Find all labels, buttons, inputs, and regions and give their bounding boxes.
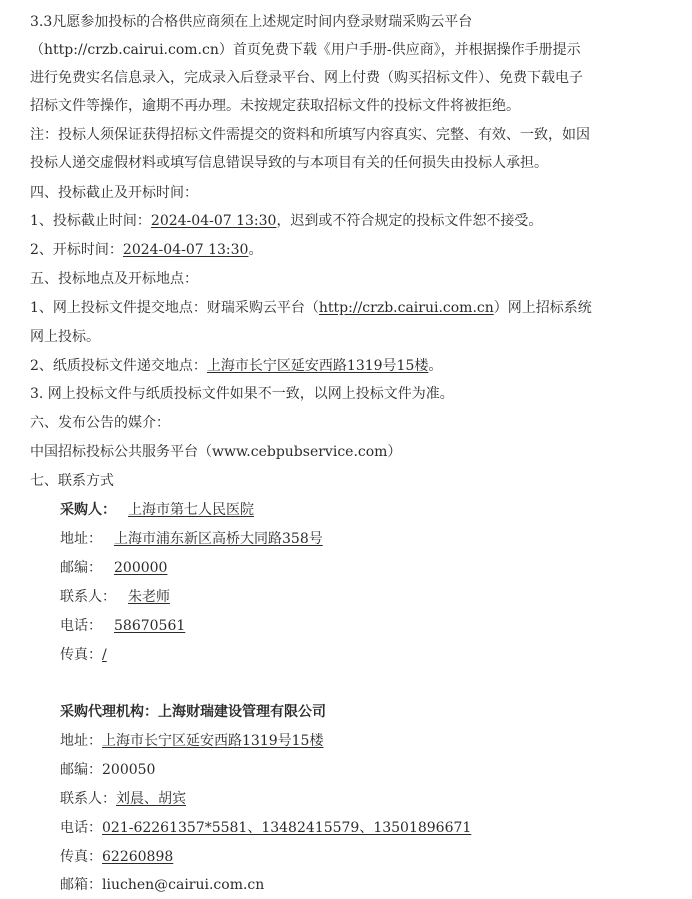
section-heading-location: 五、投标地点及开标地点： — [30, 271, 198, 287]
agency-fax: 62260898 — [102, 849, 174, 865]
agency-zip-label: 邮编： — [60, 762, 102, 778]
section-heading-deadline: 四、投标截止及开标时间： — [30, 185, 198, 201]
paper-address: 上海市长宁区延安西路1319号15楼 — [206, 358, 429, 374]
agency-fax-label: 传真： — [60, 849, 102, 865]
agency-contact-line — [60, 789, 186, 809]
paper-end: 。 — [428, 358, 443, 374]
online-submission-line-2: 网上投标。 — [30, 329, 100, 345]
agency-tel-label: 电话： — [60, 820, 102, 836]
agency-email-label: 邮箱： — [60, 877, 102, 893]
section-heading-contact: 七、联系方式 — [30, 473, 114, 489]
paper-label: 2、纸质投标文件递交地点： — [30, 358, 207, 374]
agency-tel: 021-62261357*5581、13482415579、13501896671 — [102, 820, 472, 836]
agency-address: 上海市长宁区延安西路1319号15楼 — [102, 733, 324, 749]
agency-address-line — [60, 731, 323, 751]
paragraph-line: （http://crzb.cairui.com.cn）首页免费下载《用户手册-供应商》，并根据操作手册提示 — [30, 42, 581, 58]
purchaser-zip-label: 邮编： — [60, 560, 102, 576]
purchaser-tel-label: 电话： — [60, 618, 102, 634]
item-3-line: 3. 网上投标文件与纸质投标文件如果不一致，以网上投标文件为准。 — [30, 386, 454, 402]
purchaser-name: 上海市第七人民医院 — [128, 502, 254, 518]
agency-address-label: 地址： — [60, 733, 102, 749]
deadline-time: 2024-04-07 13:30 — [150, 213, 277, 229]
opening-line — [30, 240, 262, 260]
agency-email: liuchen@cairui.com.cn — [102, 877, 265, 893]
purchaser-tel-line — [60, 616, 185, 636]
purchaser-address: 上海市浦东新区高桥大同路358号 — [114, 531, 323, 547]
purchaser-address-line — [60, 529, 323, 549]
agency-label: 采购代理机构： — [60, 704, 158, 720]
purchaser-zip: 200000 — [114, 560, 168, 576]
purchaser-fax-label: 传真： — [60, 647, 102, 663]
paragraph-line: 3.3凡愿参加投标的合格供应商须在上述规定时间内登录财瑞采购云平台 — [30, 14, 473, 30]
opening-end: 。 — [248, 242, 263, 258]
paragraph-line: 招标文件等操作，逾期不再办理。未按规定获取招标文件的投标文件将被拒绝。 — [30, 98, 520, 114]
agency-tel-line — [60, 818, 471, 838]
note-line: 投标人递交虚假材料或填写信息错误导致的与本项目有关的任何损失由投标人承担。 — [30, 155, 548, 171]
section-heading-media: 六、发布公告的媒介： — [30, 415, 170, 431]
purchaser-name-line — [60, 500, 254, 520]
deadline-note: ，迟到或不符合规定的投标文件恕不接受。 — [276, 213, 543, 229]
purchaser-fax: / — [102, 647, 107, 663]
opening-time: 2024-04-07 13:30 — [122, 242, 249, 258]
purchaser-address-label: 地址： — [60, 531, 102, 547]
online-submission-line — [30, 298, 592, 318]
deadline-line — [30, 211, 542, 231]
purchaser-contact-line — [60, 587, 170, 607]
purchaser-zip-line — [60, 558, 167, 578]
agency-name-line — [60, 702, 326, 722]
deadline-label: 1、投标截止时间： — [30, 213, 151, 229]
agency-name: 上海财瑞建设管理有限公司 — [158, 704, 326, 720]
agency-email-line — [60, 875, 264, 895]
agency-zip: 200050 — [102, 762, 156, 778]
purchaser-label: 采购人： — [60, 502, 116, 518]
note-line: 注：投标人须保证获得招标文件需提交的资料和所填写内容真实、完整、有效、一致，如因 — [30, 127, 590, 143]
purchaser-contact: 朱老师 — [128, 589, 170, 605]
online-label: 1、网上投标文件提交地点：财瑞采购云平台（ — [30, 300, 319, 316]
purchaser-contact-label: 联系人： — [60, 589, 116, 605]
media-line: 中国招标投标公共服务平台（www.cebpubservice.com） — [30, 444, 402, 460]
purchaser-fax-line — [60, 645, 107, 665]
purchaser-tel: 58670561 — [114, 618, 186, 634]
agency-zip-line — [60, 760, 155, 780]
online-url-link[interactable]: http://crzb.cairui.com.cn — [318, 300, 494, 316]
agency-contact: 刘晨、胡宾 — [116, 791, 186, 807]
agency-fax-line — [60, 847, 173, 867]
online-end: ）网上招标系统 — [493, 300, 592, 316]
agency-contact-label: 联系人： — [60, 791, 116, 807]
opening-label: 2、开标时间： — [30, 242, 123, 258]
paragraph-line: 进行免费实名信息录入，完成录入后登录平台、网上付费（购买招标文件）、免费下载电子 — [30, 70, 583, 86]
paper-submission-line — [30, 356, 442, 376]
